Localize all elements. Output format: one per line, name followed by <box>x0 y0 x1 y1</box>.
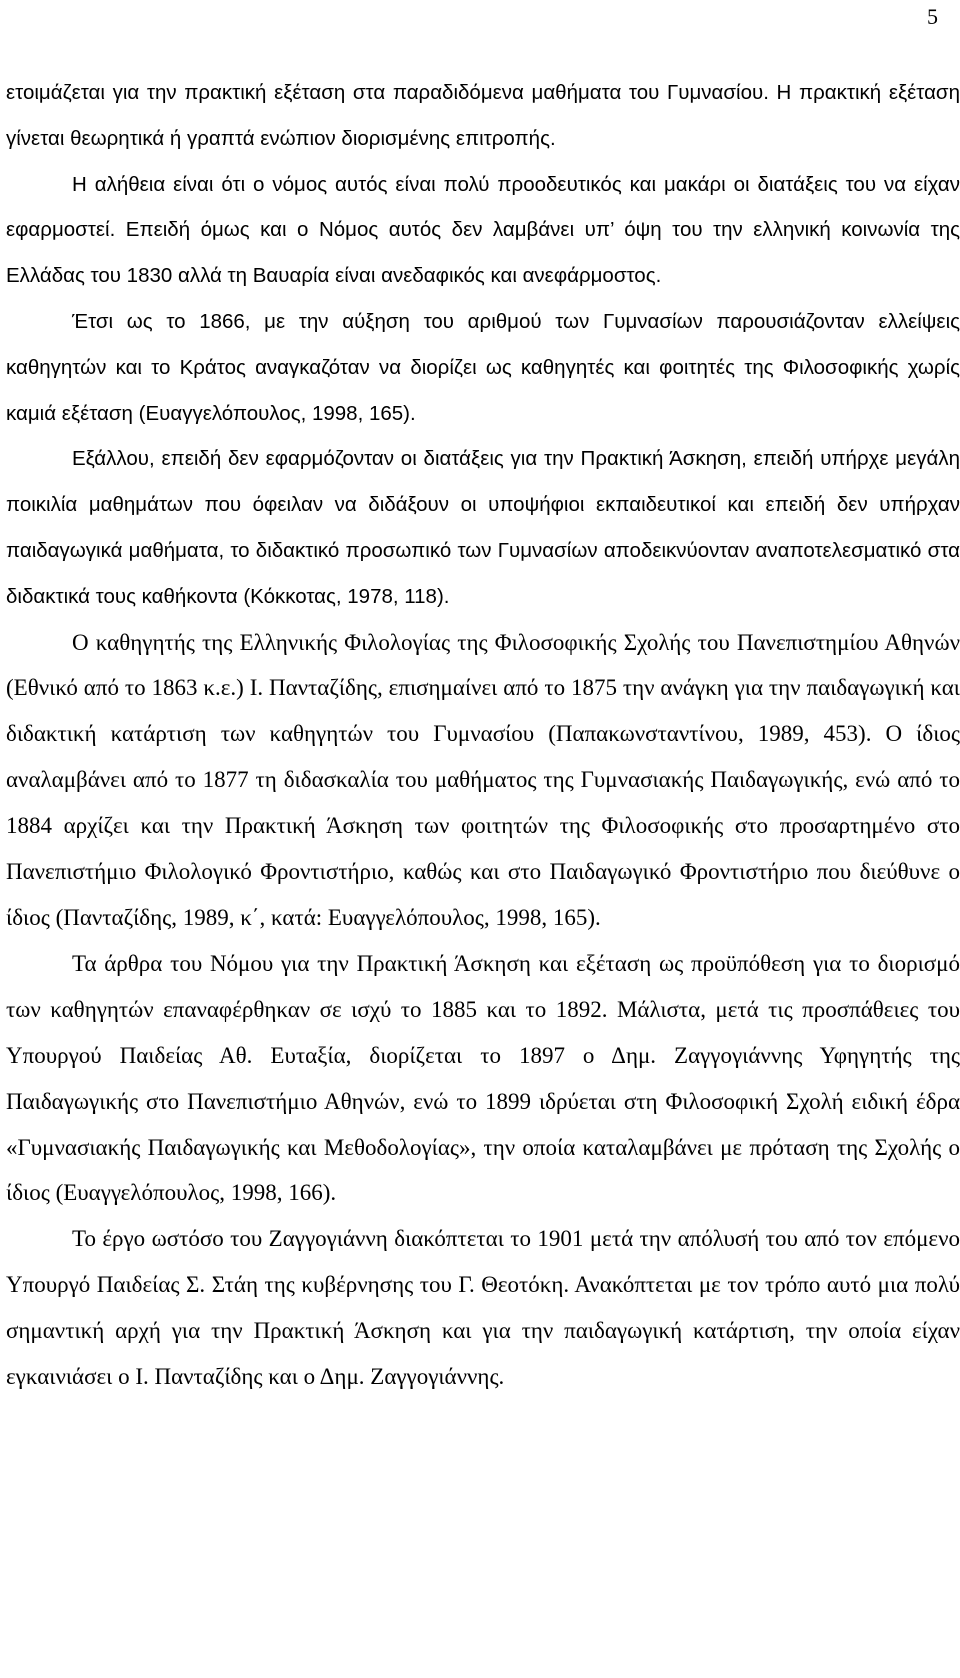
document-body <box>6 70 960 1400</box>
paragraph: Τα άρθρα του Νόμου για την Πρακτική Άσκηση και εξέταση ως προϋπόθεση για το διορισμό των καθηγητών επαναφέρθηκαν σε ισχύ το 1885 και το 1892. Μάλιστα, μετά τις προσπάθειες του Υπουργού Παιδείας Αθ. Ευταξία, διορίζεται το 1897 ο Δημ. Ζαγγογιάννης Υφηγητής της Παιδαγωγικής στο Πανεπιστήμιο Αθηνών, ενώ το 1899 ιδρύεται στη Φιλοσοφική Σχολή ειδική έδρα «Γυμνασιακής Παιδαγωγικής και Μεθοδολογίας», την οποία καταλαμβάνει με πρόταση της Σχολής ο ίδιος (Ευαγγελόπουλος, 1998, 166). <box>6 950 960 1206</box>
paragraph: Η αλήθεια είναι ότι ο νόμος αυτός είναι πολύ προοδευτικός και μακάρι οι διατάξεις του να είχαν εφαρμοστεί. Επειδή όμως και ο Νόμος αυτός δεν λαμβάνει υπ’ όψη του την ελληνική κοινωνία της Ελλάδας του 1830 αλλά τη Βαυαρία είναι ανεδαφικός και ανεφάρμοστος. <box>6 172 960 288</box>
paragraph: Έτσι ως το 1866, με την αύξηση του αριθμού των Γυμνασίων παρουσιάζονταν ελλείψεις καθηγητών και το Κράτος αναγκαζόταν να διορίζει ως καθηγητές και φοιτητές της Φιλοσοφικής χωρίς καμιά εξέταση (Ευαγγελόπουλος, 1998, 165). <box>6 309 960 425</box>
paragraph: Εξάλλου, επειδή δεν εφαρμόζονταν οι διατάξεις για την Πρακτική Άσκηση, επειδή υπήρχε μεγάλη ποικιλία μαθημάτων που όφειλαν να διδάξουν οι υποψήφιοι εκπαιδευτικοί και επειδή δεν υπήρχαν παιδαγωγικά μαθήματα, το διδακτικό προσωπικό των Γυμνασίων αποδεικνύονταν αναποτελεσματικό στα διδακτικά τους καθήκοντα (Κόκκοτας, 1978, 118). <box>6 447 960 608</box>
paragraph: Ο καθηγητής της Ελληνικής Φιλολογίας της Φιλοσοφικής Σχολής του Πανεπιστημίου Αθηνών (Εθνικό από το 1863 κ.ε.) Ι. Πανταζίδης, επισημαίνει από το 1875 την ανάγκη για την παιδαγωγική και διδακτική κατάρτιση των καθηγητών του Γυμνασίου (Παπακωνσταντίνου, 1989, 453). Ο ίδιος αναλαμβάνει από το 1877 τη διδασκαλία του μαθήματος της Γυμνασιακής Παιδαγωγικής, ενώ από το 1884 αρχίζει και την Πρακτική Άσκηση των φοιτητών της Φιλοσοφικής στο προσαρτημένο στο Πανεπιστήμιο Φιλολογικό Φροντιστήριο, καθώς και στο Παιδαγωγικό Φροντιστήριο που διεύθυνε ο ίδιος (Πανταζίδης, 1989, κ΄, κατά: Ευαγγελόπουλος, 1998, 165). <box>6 629 960 930</box>
paragraph: ετοιμάζεται για την πρακτική εξέταση στα παραδιδόμενα μαθήματα του Γυμνασίου. Η πρακτική εξέταση γίνεται θεωρητικά ή γραπτά ενώπιον διορισμένης επιτροπής. <box>6 81 960 150</box>
page-number: 5 <box>927 4 938 29</box>
paragraph: Το έργο ωστόσο του Ζαγγογιάννη διακόπτεται το 1901 μετά την απόλυσή του από τον επόμενο Υπουργό Παιδείας Σ. Στάη της κυβέρνησης του Γ. Θεοτόκη. Ανακόπτεται με τον τρόπο αυτό μια πολύ σημαντική αρχή για την Πρακτική Άσκηση και για την παιδαγωγική κατάρτιση, την οποία είχαν εγκαινιάσει ο Ι. Πανταζίδης και ο Δημ. Ζαγγογιάννης. <box>6 1226 960 1390</box>
